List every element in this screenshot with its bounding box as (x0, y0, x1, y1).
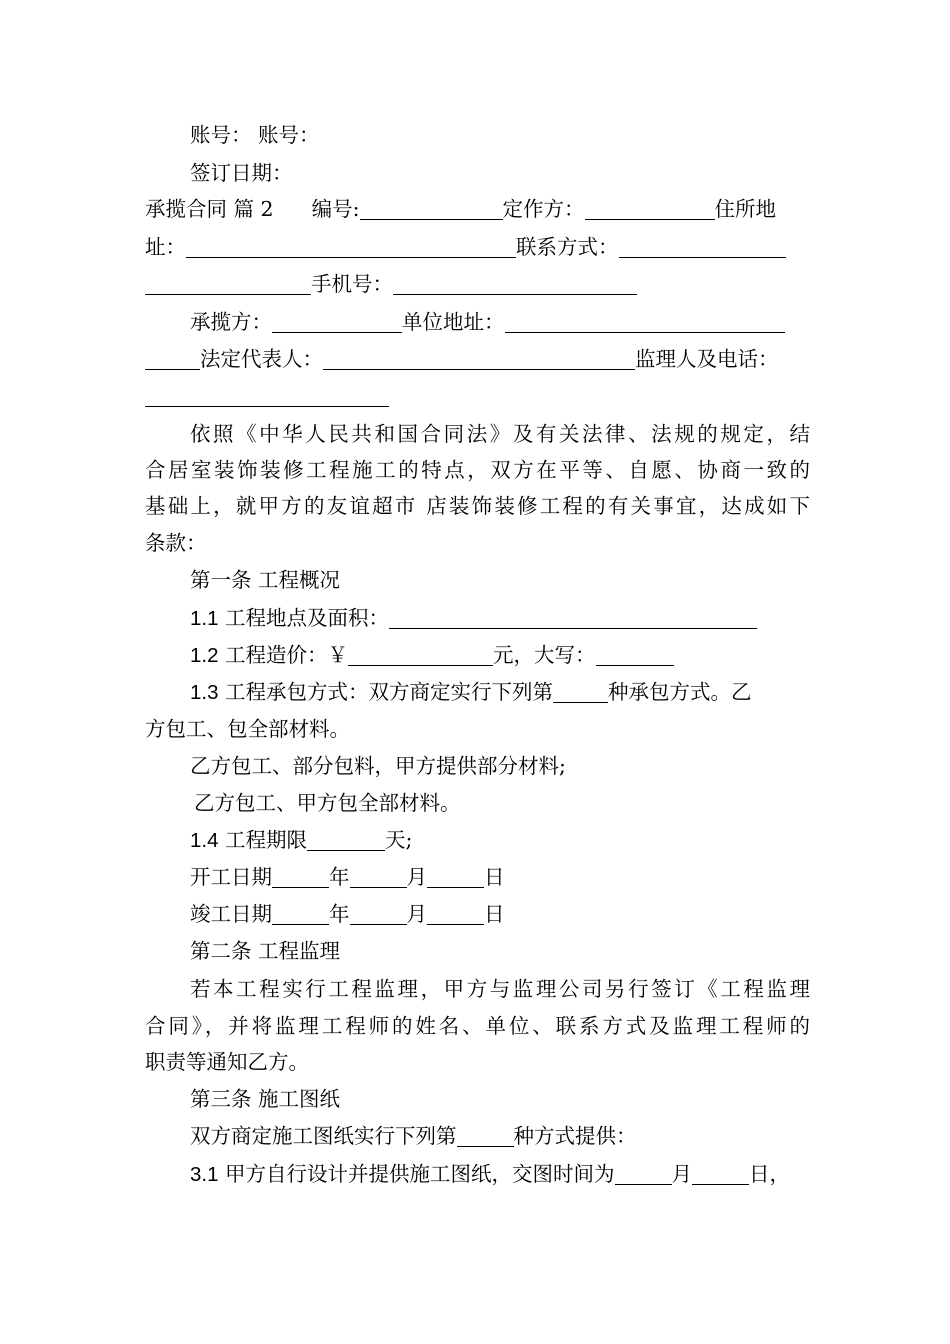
clause-3-1 (190, 1156, 810, 1193)
drawing-day-blank (692, 1158, 749, 1185)
supervisor-blank (145, 380, 389, 407)
drawing-month-blank (615, 1158, 672, 1185)
clause-text: 天; (385, 828, 413, 852)
contact-blank (619, 231, 786, 258)
address-line (145, 229, 810, 266)
clause-1-3 (190, 674, 810, 711)
preamble-text-3: 基础上，就甲方的友谊超市 店装饰装修工程的有关事宜，达成如下 (145, 494, 810, 518)
unit-address-blank (505, 306, 785, 333)
address-label-start: 住所地 (714, 197, 776, 221)
mobile-blank (393, 268, 637, 295)
clause-1-3-option-2 (190, 748, 810, 785)
duration-blank (307, 824, 385, 851)
clause-text: 工程期限 (218, 828, 308, 852)
contractor-line (190, 304, 810, 341)
preamble-line-4 (145, 525, 810, 562)
article-2-heading (190, 933, 810, 970)
orderer-label: 定作方： (502, 197, 585, 221)
article-2-title: 第二条 工程监理 (190, 939, 341, 963)
article-3-heading (190, 1081, 810, 1118)
article-2-text-1: 若本工程实行工程监理，甲方与监理公司另行签订《工程监理 (190, 977, 810, 1001)
end-year-blank (272, 898, 329, 925)
clause-1-1 (190, 600, 810, 637)
year-label: 年 (329, 865, 350, 889)
article-2-line-2 (145, 1008, 810, 1045)
mobile-line (145, 266, 810, 303)
account-line (190, 117, 810, 154)
article-2-text-2: 合同》，并将监理工程师的姓名、单位、联系方式及监理工程师的 (145, 1014, 810, 1038)
start-year-blank (272, 861, 329, 888)
end-date-line (190, 896, 810, 933)
supervisor-label: 监理人及电话： (635, 347, 779, 371)
clause-text: 甲方自行设计并提供施工图纸，交图时间为 (218, 1162, 615, 1186)
clause-text: 工程地点及面积： (218, 606, 390, 630)
article-2-line-1 (190, 971, 810, 1008)
supervisor-blank-line (145, 378, 810, 415)
clause-1-4 (190, 822, 810, 859)
address-blank (186, 231, 516, 258)
day-label: 日 (484, 902, 505, 926)
legal-rep-label: 法定代表人： (200, 347, 323, 371)
contact-blank-cont (145, 268, 311, 295)
sign-date-line (190, 155, 810, 192)
clause-number: 3.1 (190, 1163, 219, 1186)
contact-label: 联系方式： (516, 235, 619, 259)
legal-rep-blank (323, 343, 635, 370)
clause-text: 方包工、包全部材料。 (145, 717, 350, 741)
preamble-text-1: 依照《中华人民共和国合同法》及有关法律、法规的规定，结 (190, 422, 810, 446)
clause-number: 1.4 (190, 829, 219, 852)
start-day-blank (427, 861, 484, 888)
contractor-label: 承揽方： (190, 310, 272, 334)
preamble-line-1 (190, 416, 810, 453)
contract-header-line (145, 191, 810, 228)
mobile-label: 手机号： (311, 272, 393, 296)
clause-text: 元，大写： (493, 643, 596, 667)
preamble-text-2: 合居室装饰装修工程施工的特点，双方在平等、自愿、协商一致的 (145, 458, 810, 482)
clause-1-3-option-3 (194, 785, 810, 822)
contract-title: 承揽合同 篇 2 (145, 197, 274, 221)
orderer-blank (585, 193, 715, 220)
end-day-blank (427, 898, 484, 925)
contract-mode-blank (553, 676, 608, 703)
clause-text: 工程承包方式：双方商定实行下列第 (218, 680, 554, 704)
month-label: 月 (406, 865, 427, 889)
article-3-text: 双方商定施工图纸实行下列第 (190, 1124, 457, 1148)
start-date-line (190, 859, 810, 896)
clause-text: 工程造价：￥ (218, 643, 349, 667)
article-1-title: 第一条 工程概况 (190, 568, 341, 592)
article-2-line-3 (145, 1044, 810, 1081)
start-month-blank (350, 861, 407, 888)
price-capital-blank (596, 639, 674, 666)
address-label-end: 址： (145, 235, 186, 259)
location-area-blank (389, 602, 757, 629)
article-3-title: 第三条 施工图纸 (190, 1087, 341, 1111)
article-3-line-1 (190, 1118, 810, 1155)
article-3-text: 种方式提供： (513, 1124, 637, 1148)
unit-address-label: 单位地址： (402, 310, 505, 334)
clause-1-2 (190, 637, 810, 674)
preamble-line-3 (145, 488, 810, 525)
clause-number: 1.2 (190, 644, 219, 667)
clause-text: 种承包方式。乙 (608, 680, 752, 704)
clause-number: 1.1 (190, 607, 219, 630)
unit-address-blank-cont (145, 343, 200, 370)
day-label: 日， (749, 1162, 791, 1186)
price-blank (348, 639, 493, 666)
end-date-label: 竣工日期 (190, 902, 272, 926)
clause-text: 乙方包工、部分包料，甲方提供部分材料; (190, 754, 566, 778)
number-label: 编号: (311, 197, 360, 221)
clause-number: 1.3 (190, 681, 219, 704)
month-label: 月 (406, 902, 427, 926)
clause-1-3-cont (145, 711, 810, 748)
drawing-method-blank (457, 1120, 514, 1147)
sign-date-label: 签订日期： (190, 161, 293, 185)
article-2-text-3: 职责等通知乙方。 (145, 1050, 309, 1074)
year-label: 年 (329, 902, 350, 926)
clause-text: 乙方包工、甲方包全部材料。 (194, 791, 461, 815)
account-label: 账号： 账号： (190, 123, 320, 147)
start-date-label: 开工日期 (190, 865, 272, 889)
article-1-heading (190, 562, 810, 599)
preamble-line-2 (145, 452, 810, 489)
day-label: 日 (484, 865, 505, 889)
contractor-blank (272, 306, 402, 333)
preamble-text-4: 条款： (145, 531, 207, 555)
legal-rep-line (145, 341, 810, 378)
number-blank (360, 193, 503, 220)
month-label: 月 (671, 1162, 693, 1186)
end-month-blank (350, 898, 407, 925)
